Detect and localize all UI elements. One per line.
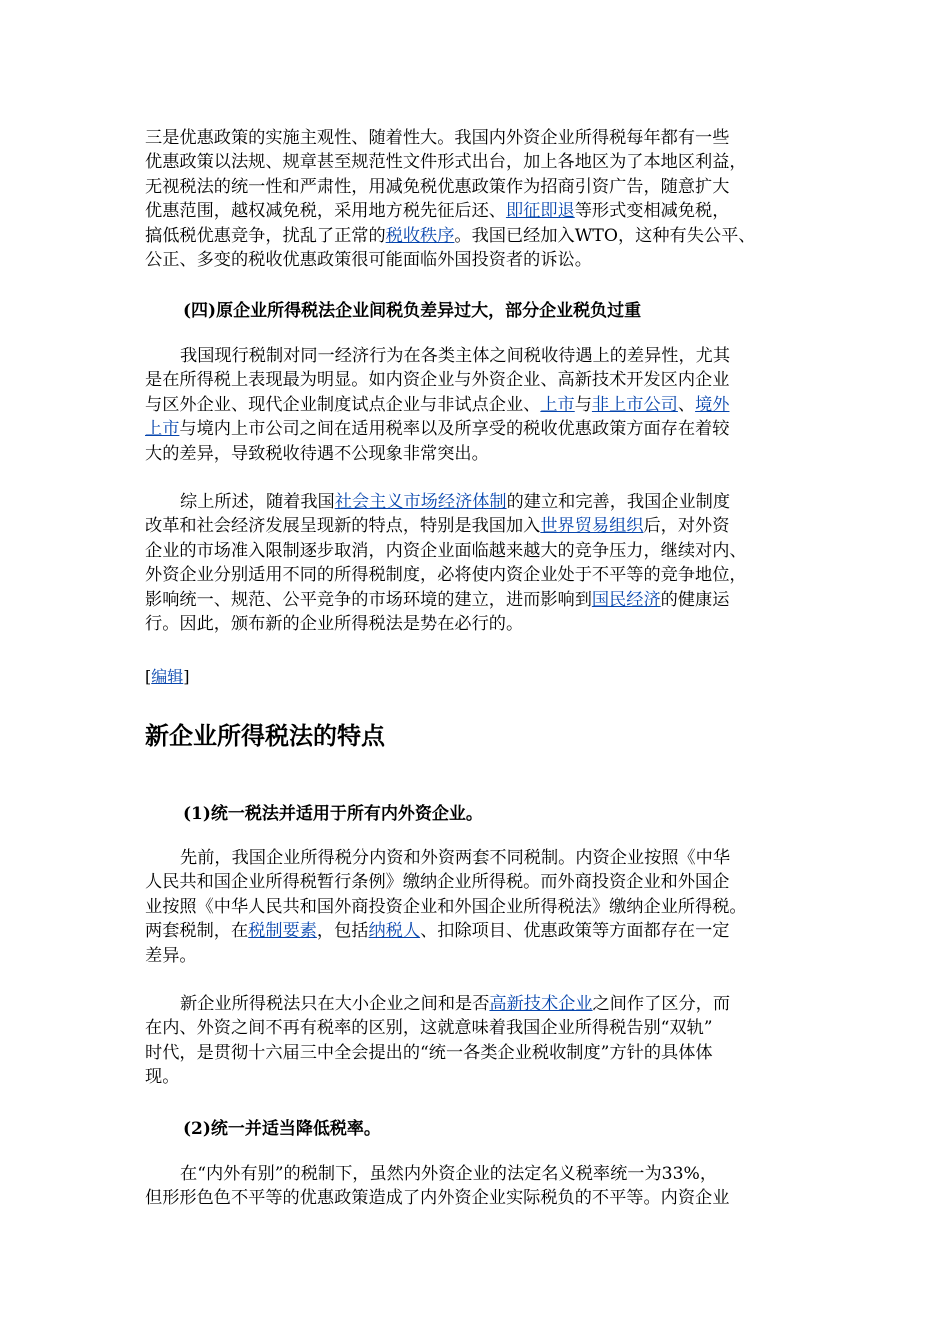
text-line: 我国现行税制对同一经济行为在各类主体之间税收待遇上的差异性，尤其: [180, 346, 731, 366]
paragraph-tax-burden: [145, 344, 810, 466]
text-line: 与区外企业、现代企业制度试点企业与非试点企业、上市与非上市公司、境外: [145, 394, 730, 415]
text-line: 企业的市场准入限制逐步取消，内资企业面临越来越大的竞争压力，继续对内、: [145, 540, 747, 561]
link-immediate-refund[interactable]: 即征即退: [505, 201, 575, 222]
section-title: 新企业所得税法的特点: [145, 722, 385, 750]
link-tax-order[interactable]: 税收秩序: [385, 225, 455, 246]
text-line: 影响统一、规范、公平竞争的市场环境的建立，进而影响到国民经济的健康运: [145, 589, 730, 610]
paragraph-new-law: [145, 992, 810, 1090]
text-line: 行。因此，颁布新的企业所得税法是势在必行的。: [145, 614, 524, 635]
text-line: 改革和社会经济发展呈现新的特点，特别是我国加入世界贸易组织后，对外资: [145, 516, 730, 537]
text-line: 大的差异，导致税收待遇不公现象非常突出。: [145, 443, 489, 464]
subheading-two: (2)统一并适当降低税率。: [183, 1119, 381, 1139]
subheading-four: (四)原企业所得税法企业间税负差异过大，部分企业税负过重: [183, 301, 642, 321]
link-high-tech-enterprise[interactable]: 高新技术企业: [489, 994, 593, 1014]
link-overseas-listing[interactable]: 境外: [695, 394, 730, 415]
text-line: 现。: [145, 1067, 180, 1088]
paragraph-preferential-policy: [145, 126, 810, 272]
text-line: 上市与境内上市公司之间在适用税率以及所享受的税收优惠政策方面存在着较: [145, 419, 730, 440]
text-line: 在“内外有别”的税制下，虽然内外资企业的法定名义税率统一为33%，: [180, 1164, 718, 1184]
text-line: 优惠范围，越权减免税，采用地方税先征后还、即征即退等形式变相减免税，: [145, 201, 730, 222]
link-taxpayer[interactable]: 纳税人: [368, 921, 421, 942]
text-line: 是在所得税上表现最为明显。如内资企业与外资企业、高新技术开发区内企业: [145, 370, 730, 391]
link-national-economy[interactable]: 国民经济: [591, 589, 661, 610]
paragraph-summary: [145, 490, 810, 636]
text-line: 综上所述，随着我国社会主义市场经济体制的建立和完善，我国企业制度: [180, 492, 731, 512]
text-line: 三是优惠政策的实施主观性、随着性大。我国内外资企业所得税每年都有一些: [145, 128, 730, 148]
paragraph-tax-rate: [145, 1162, 810, 1211]
link-unlisted-company[interactable]: 非上市公司: [591, 394, 678, 415]
link-overseas-listing-cont[interactable]: 上市: [145, 419, 180, 440]
subheading-one: (1)统一税法并适用于所有内外资企业。: [183, 804, 483, 824]
text-line: 人民共和国企业所得税暂行条例》缴纳企业所得税。而外商投资企业和外国企: [145, 872, 730, 893]
text-line: 搞低税优惠竞争，扰乱了正常的税收秩序。我国已经加入WTO，这种有失公平、: [145, 225, 756, 246]
text-line: 时代，是贯彻十六届三中全会提出的“统一各类企业税收制度”方针的具体体: [145, 1042, 713, 1063]
text-line: 在内、外资之间不再有税率的区别，这就意味着我国企业所得税告别“双轨”: [145, 1018, 713, 1039]
link-tax-elements[interactable]: 税制要素: [248, 921, 317, 942]
link-listed[interactable]: 上市: [540, 394, 575, 415]
text-line: 新企业所得税法只在大小企业之间和是否高新技术企业之间作了区分，而: [180, 994, 731, 1014]
text-line: 业按照《中华人民共和国外商投资企业和外国企业所得税法》缴纳企业所得税。: [145, 896, 747, 917]
edit-section: [编辑]: [145, 667, 190, 686]
link-wto[interactable]: 世界贸易组织: [540, 516, 644, 537]
text-line: 但形形色色不平等的优惠政策造成了内外资企业实际税负的不平等。内资企业: [145, 1188, 730, 1209]
text-line: 两套税制，在税制要素，包括纳税人、扣除项目、优惠政策等方面都存在一定: [145, 921, 730, 942]
text-line: 差异。: [145, 945, 197, 966]
text-line: 先前，我国企业所得税分内资和外资两套不同税制。内资企业按照《中华: [180, 848, 731, 868]
text-line: 优惠政策以法规、规章甚至规范性文件形式出台，加上各地区为了本地区利益，: [145, 152, 747, 173]
link-socialist-market-economy[interactable]: 社会主义市场经济体制: [334, 492, 507, 512]
text-line: 无视税法的统一性和严肃性，用减免税优惠政策作为招商引资广告，随意扩大: [145, 176, 730, 197]
text-line: 外资企业分别适用不同的所得税制度，必将使内资企业处于不平等的竞争地位，: [145, 565, 747, 586]
paragraph-dual-system: [145, 846, 810, 968]
text-line: 公正、多变的税收优惠政策很可能面临外国投资者的诉讼。: [145, 250, 592, 271]
edit-link[interactable]: 编辑: [151, 667, 184, 686]
